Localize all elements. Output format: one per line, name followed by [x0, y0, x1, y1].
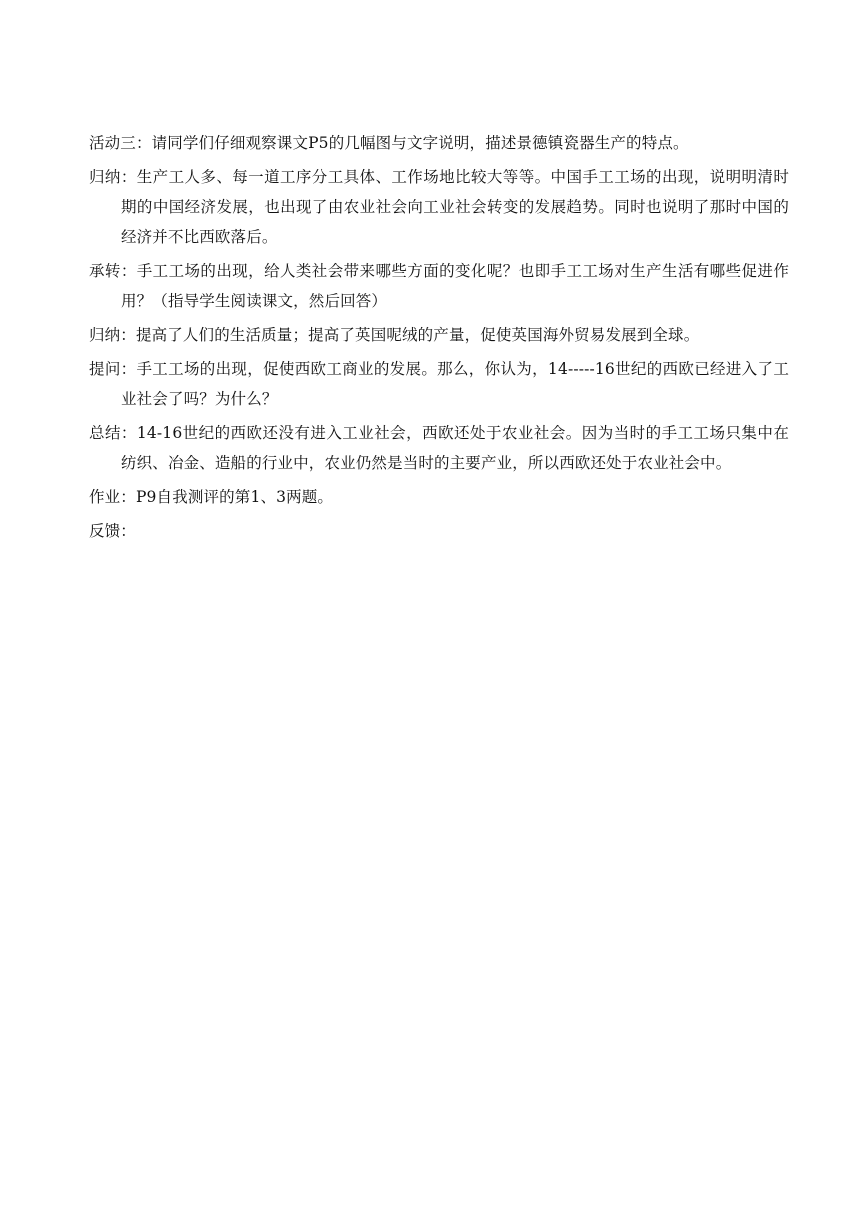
paragraph-homework: 作业：P9自我测评的第1、3两题。	[89, 488, 334, 506]
paragraph-conclusion: 总结：14-16世纪的西欧还没有进入工业社会，西欧还处于农业社会。因为当时的手工工场只集中在纺织、冶金、造船的行业中，农业仍然是当时的主要产业，所以西欧还处于农业社会中。	[89, 424, 789, 472]
document-body	[89, 128, 789, 550]
paragraph-summary-two: 归纳：提高了人们的生活质量；提高了英国呢绒的产量，促使英国海外贸易发展到全球。	[89, 326, 700, 344]
paragraph-feedback: 反馈：	[89, 522, 136, 540]
paragraph-question: 提问：手工工场的出现，促使西欧工商业的发展。那么，你认为，14-----16世纪的西欧已经进入了工业社会了吗？为什么？	[89, 360, 789, 408]
paragraph-activity-three: 活动三：请同学们仔细观察课文P5的几幅图与文字说明，描述景德镇瓷器生产的特点。	[89, 134, 689, 152]
paragraph-summary-one: 归纳：生产工人多、每一道工序分工具体、工作场地比较大等等。中国手工工场的出现，说明明清时期的中国经济发展，也出现了由农业社会向工业社会转变的发展趋势。同时也说明了那时中国的经济并不比西欧落后。	[89, 168, 789, 246]
paragraph-transition: 承转：手工工场的出现，给人类社会带来哪些方面的变化呢？也即手工工场对生产生活有哪些促进作用？（指导学生阅读课文，然后回答）	[89, 262, 789, 310]
